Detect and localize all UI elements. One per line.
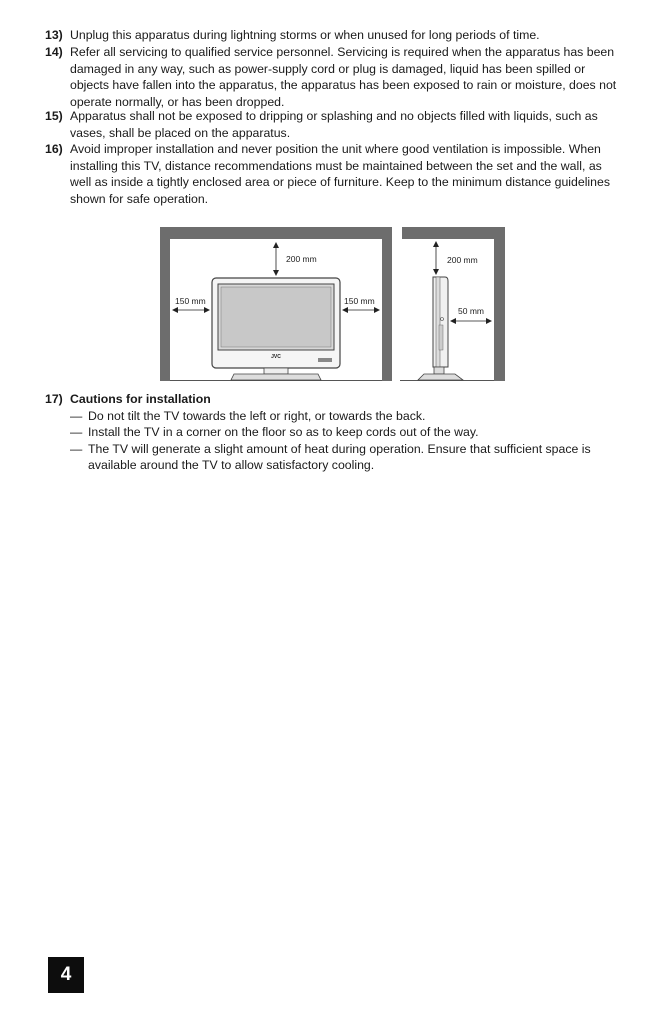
caution-list: [70, 408, 625, 474]
instruction-item-14: [45, 44, 625, 110]
caution-section: [45, 391, 625, 474]
wall-enclosure: [402, 227, 505, 381]
instruction-item-16: [45, 141, 625, 207]
instruction-item-15: [45, 108, 625, 141]
caution-text: Do not tilt the TV towards the left or right, or towards the back.: [88, 408, 426, 423]
item-text: Unplug this apparatus during lightning storms or when unused for long periods of time.: [70, 28, 540, 42]
caution-item: [70, 441, 625, 474]
ventilation-clearance-diagram: [158, 225, 508, 383]
caution-item: [70, 424, 625, 441]
tv-front: [212, 278, 340, 380]
dash-marker: —: [70, 425, 83, 440]
label-back-clearance: 50 mm: [458, 306, 484, 316]
tv-side: [418, 277, 463, 380]
label-top-clearance: 200 mm: [286, 254, 317, 264]
instruction-item-13: [45, 27, 625, 44]
page-number: 4: [48, 957, 84, 993]
caution-item: [70, 408, 625, 425]
item-number: 16): [45, 142, 63, 156]
dash-marker: —: [70, 408, 83, 423]
label-right-clearance: 150 mm: [344, 296, 375, 306]
caution-text: Install the TV in a corner on the floor so as to keep cords out of the way.: [88, 425, 479, 440]
caution-title: Cautions for installation: [70, 392, 211, 406]
item-text: Refer all servicing to qualified service personnel. Servicing is required when the apparatus has been damaged in any way, such as power-supply cord or plug is damaged, liquid has been spilled or objects have fallen into the apparatus, the apparatus has been exposed to rain or moisture, does not operate normally, or has been dropped.: [70, 45, 617, 109]
item-number: 15): [45, 109, 63, 123]
item-number: 14): [45, 45, 63, 59]
front-view: [160, 227, 392, 381]
caution-text: The TV will generate a slight amount of heat during operation. Ensure that sufficient space is available around the TV to allow satisfactory cooling.: [88, 441, 591, 473]
label-left-clearance: 150 mm: [175, 296, 206, 306]
item-text: Avoid improper installation and never position the unit where good ventilation is impossible. When installing this TV, distance recommendations must be maintained between the set and the wall, as well as inside a tightly enclosed area or piece of furniture. Keep to the minimum distance guidelines shown for safe operation.: [70, 142, 610, 206]
brand-logo: JVC: [271, 354, 281, 360]
label-top-clearance: 200 mm: [447, 255, 478, 265]
item-text: Apparatus shall not be exposed to dripping or splashing and no objects filled with liquids, such as vases, shall be placed on the apparatus.: [70, 109, 598, 140]
item-number: 17): [45, 392, 63, 406]
dash-marker: —: [70, 441, 83, 456]
side-view: [400, 227, 505, 381]
item-number: 13): [45, 28, 63, 42]
